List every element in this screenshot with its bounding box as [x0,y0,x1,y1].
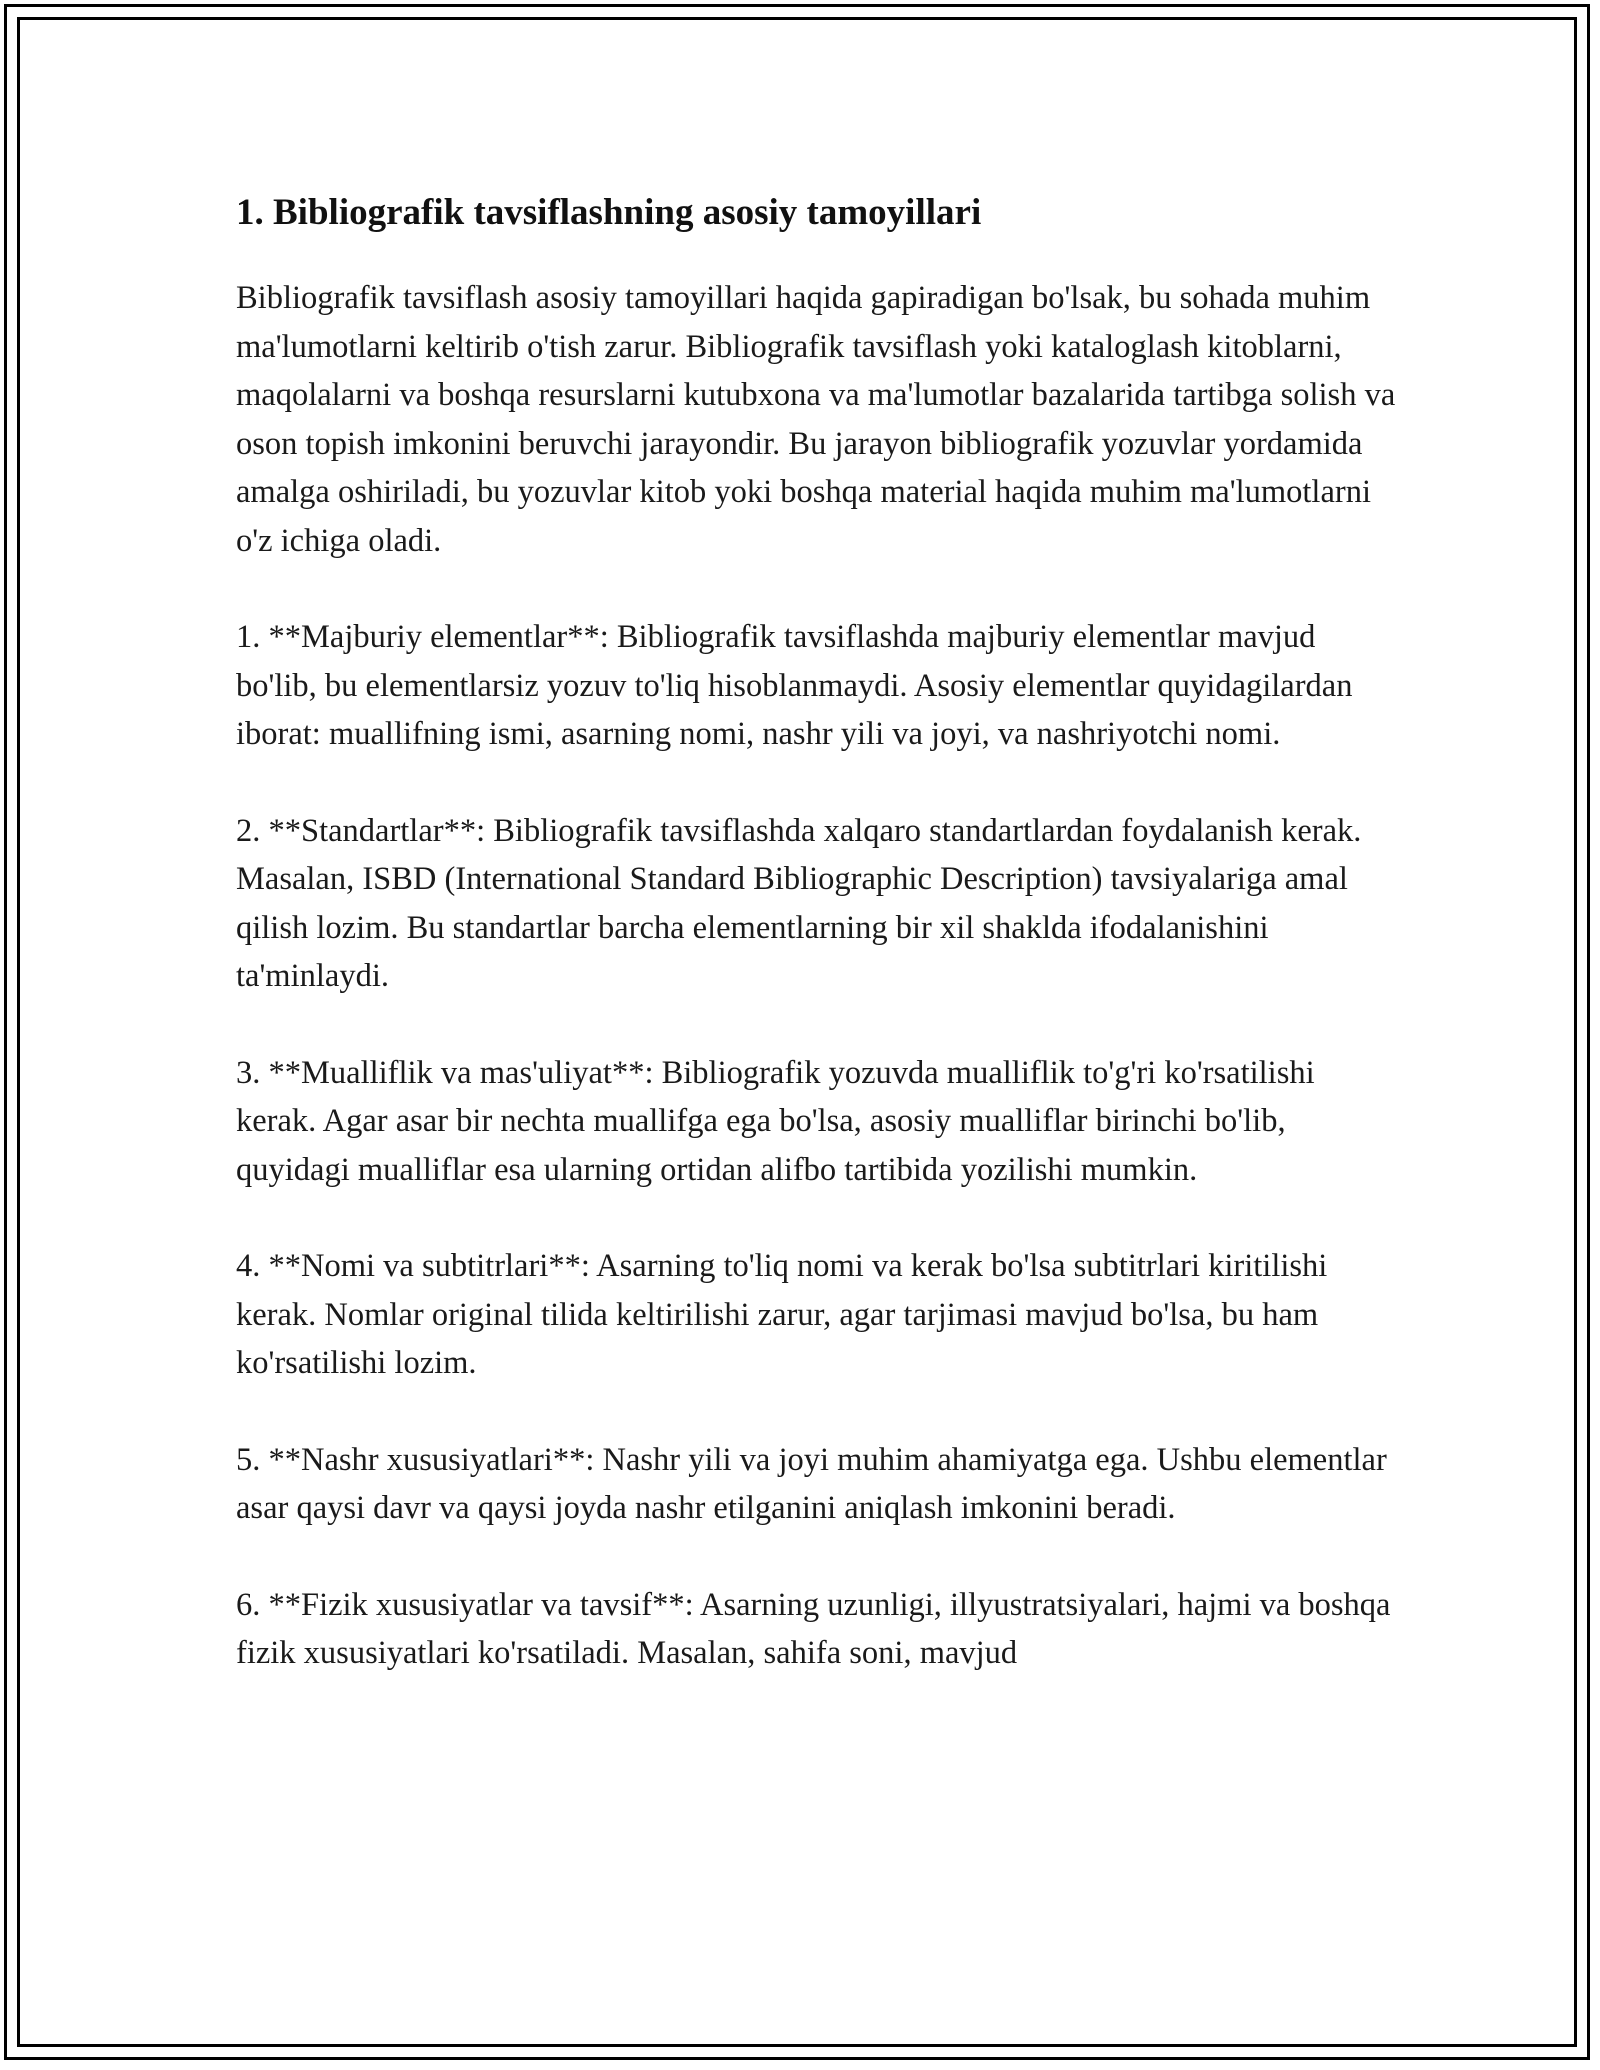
list-item-publication-features: 5. **Nashr xususiyatlari**: Nashr yili va joyi muhim ahamiyatga ega. Ushbu elementlar asar qaysi davr va qaysi joyda nashr etilganini aniqlash imkonini beradi. [236,1441,1387,1526]
list-item-physical-features: 6. **Fizik xususiyatlar va tavsif**: Asarning uzunligi, illyustratsiyalari, hajmi va boshqa fizik xususiyatlari ko'rsatiladi. Masalan, sahifa soni, mavjud [236,1586,1391,1671]
list-item-authorship: 3. **Mualliflik va mas'uliyat**: Bibliografik yozuvda mualliflik to'g'ri ko'rsatilishi kerak. Agar asar bir nechta muallifga ega bo'lsa, asosiy mualliflar birinchi bo'lib, quyidagi mualliflar esa ularning ortidan alifbo tartibida yozilishi mumkin. [236,1054,1315,1188]
list-item-titles-subtitles: 4. **Nomi va subtitrlari**: Asarning to'liq nomi va kerak bo'lsa subtitrlari kiritilishi kerak. Nomlar original tilida keltirilishi zarur, agar tarjimasi mavjud bo'lsa, bu ham ko'rsatilishi lozim. [236,1248,1328,1381]
document-body [236,186,1396,1678]
document-title: 1. Bibliografik tavsiflashning asosiy tamoyillari [236,192,982,233]
list-item-standards: 2. **Standartlar**: Bibliografik tavsiflashda xalqaro standartlardan foydalanish kerak. Masalan, ISBD (International Standard Bibliographic Description) tavsiyalariga amal qilish lozim. Bu standartlar barcha elementlarning bir xil shaklda ifodalanishini ta'minlaydi. [236,812,1362,994]
intro-paragraph: Bibliografik tavsiflash asosiy tamoyillari haqida gapiradigan bo'lsak, bu sohada muhim ma'lumotlarni keltirib o'tish zarur. Bibliografik tavsiflash yoki kataloglash kitoblarni, maqolalarni va boshqa resurslarni kutubxona va ma'lumotlar bazalarida tartibga solish va oson topish imkonini beruvchi jarayondir. Bu jarayon bibliografik yozuvlar yordamida amalga oshiriladi, bu yozuvlar kitob yoki boshqa material haqida muhim ma'lumotlarni o'z ichiga oladi. [236,280,1396,559]
list-item-mandatory-elements: 1. **Majburiy elementlar**: Bibliografik tavsiflashda majburiy elementlar mavjud bo'lib, bu elementlarsiz yozuv to'liq hisoblanmaydi. Asosiy elementlar quyidagilardan iborat: muallifning ismi, asarning nomi, nashr yili va joyi, va nashriyotchi nomi. [236,619,1353,752]
